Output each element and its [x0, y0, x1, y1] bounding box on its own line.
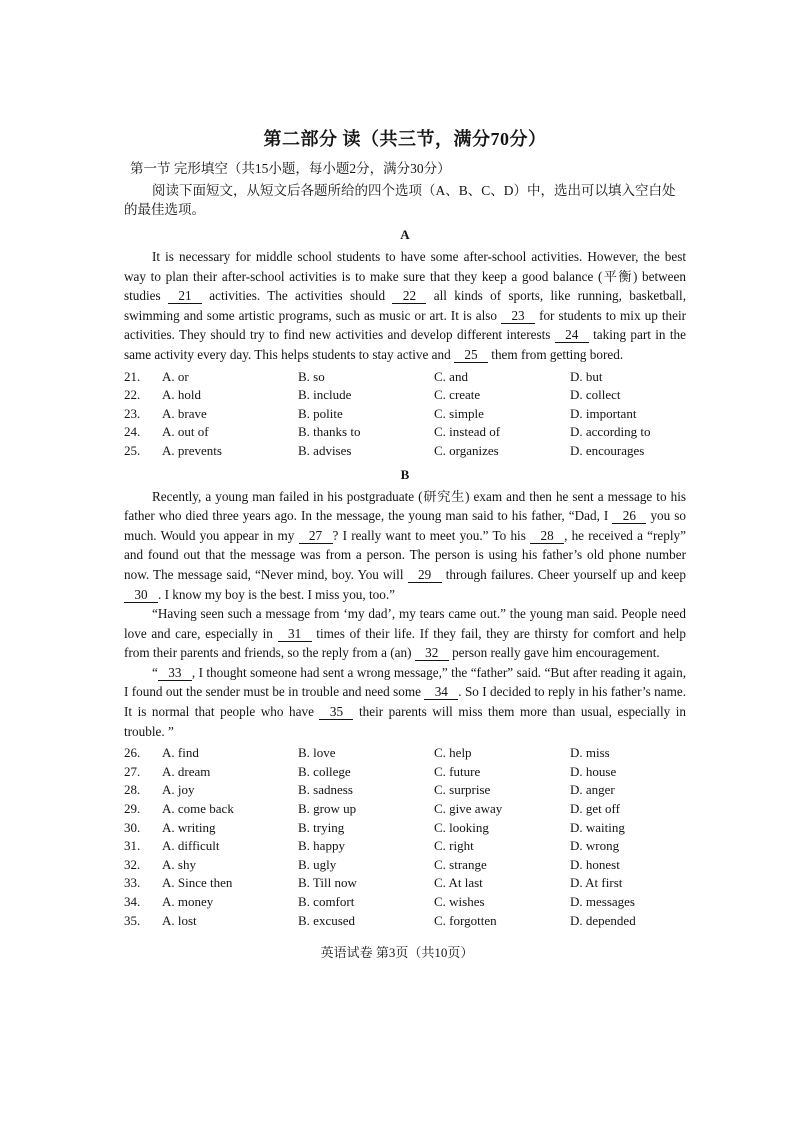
option-b: B. so [298, 368, 325, 384]
text-segment: , he received a “reply” and found out that the message was from a person. The person is using his father’s old phone number now. The message said, “Never mind, boy. You will [124, 527, 686, 582]
passages [124, 227, 686, 930]
option-d: D. according to [570, 424, 651, 440]
option-a: A. money [162, 894, 214, 909]
text-segment: Recently, a young man failed in his postgraduate (研究生) exam and then he sent a message to his father who died three years ago. In the message, the young man said to his father, “Dad, I [124, 488, 686, 524]
text-segment: “ [152, 664, 158, 680]
option-a: A. difficult [162, 838, 220, 854]
option-d: D. important [570, 405, 637, 421]
text-segment: , I thought someone had sent a wrong message,” the “father” said. “But after reading it again, I found out the sender must be in trouble and need some [124, 664, 686, 700]
option-d: D. messages [570, 894, 635, 909]
options-list [124, 744, 686, 930]
passage-paragraph [124, 247, 686, 365]
question-number: 25. [124, 442, 141, 458]
section-heading: 第一节 完形填空（共15小题，每小题2分，满分30分） [130, 161, 451, 176]
part-title: 第二部分 读（共三节，满分70分） [263, 129, 547, 149]
text-segment: all kinds of sports, like running, basketball, swimming and some artistic programs, such as music or art. It is also [124, 288, 686, 323]
text-segment: ? I really want to meet you.” To his [332, 527, 531, 543]
option-d: D. anger [570, 782, 615, 798]
blank-23: 23 [501, 308, 535, 324]
blank-26: 26 [612, 508, 646, 524]
option-b: B. excused [298, 912, 356, 928]
option-b: B. sadness [298, 782, 353, 798]
option-a: A. come back [162, 801, 234, 817]
option-row [124, 423, 686, 442]
blank-27: 27 [299, 528, 333, 544]
question-number: 26. [124, 745, 141, 761]
option-row [124, 800, 686, 819]
option-b: B. love [298, 745, 336, 761]
option-c: C. looking [434, 819, 489, 835]
question-number: 31. [124, 838, 141, 854]
page-content [124, 125, 686, 936]
question-number: 30. [124, 819, 141, 835]
option-row [124, 744, 686, 763]
question-number: 27. [124, 763, 141, 779]
options-list [124, 368, 686, 461]
option-d: D. collect [570, 387, 621, 403]
option-row [124, 763, 686, 782]
question-number: 23. [124, 405, 141, 421]
option-d: D. honest [570, 856, 620, 872]
text-segment: . I know my boy is the best. I miss you, too.” [158, 586, 395, 602]
option-row [124, 874, 686, 893]
passage-paragraph [124, 604, 686, 663]
option-row [124, 386, 686, 405]
blank-29: 29 [408, 567, 442, 583]
passage-a [124, 227, 686, 461]
option-b: B. include [298, 387, 352, 403]
option-row [124, 856, 686, 875]
option-c: C. forgotten [434, 912, 497, 928]
page-footer: 英语试卷 第3页（共10页） [320, 945, 474, 960]
text-segment: person really gave him encouragement. [448, 645, 660, 661]
blank-32: 32 [415, 645, 449, 661]
blank-24: 24 [555, 327, 589, 343]
option-b: B. comfort [298, 894, 355, 909]
blank-30: 30 [124, 587, 158, 603]
option-row [124, 893, 686, 912]
text-segment: “Having seen such a message from ‘my dad’, my tears came out.” the young man said. People need love and care, especially in [124, 606, 686, 641]
option-c: C. surprise [434, 782, 491, 798]
blank-35: 35 [319, 704, 353, 720]
passage-paragraph [124, 487, 686, 605]
text-segment: you so much. Would you appear in my [124, 508, 687, 543]
blank-33: 33 [158, 665, 192, 681]
option-c: C. simple [434, 405, 484, 421]
option-c: C. right [434, 838, 474, 854]
option-b: B. trying [298, 819, 345, 835]
option-c: C. and [434, 368, 468, 384]
option-c: C. At last [434, 875, 483, 891]
passage-label: B [400, 466, 410, 482]
passage-paragraph [124, 663, 686, 741]
option-a: A. writing [162, 819, 216, 835]
blank-25: 25 [454, 347, 488, 363]
question-number: 22. [124, 387, 141, 403]
option-a: A. hold [162, 387, 201, 403]
option-d: D. house [570, 763, 617, 779]
option-a: A. out of [162, 424, 209, 440]
blank-31: 31 [278, 626, 312, 642]
option-c: C. wishes [434, 894, 485, 909]
question-number: 35. [124, 912, 141, 928]
option-d: D. miss [570, 745, 610, 761]
text-segment: . So I decided to reply in his father’s name. It is normal that people who have [124, 684, 687, 720]
option-c: C. give away [434, 801, 503, 817]
text-segment: times of their life. If they fail, they are thirsty for comfort and help from their parents and friends, so the reply from a (an) [124, 625, 686, 661]
option-c: C. create [434, 387, 481, 403]
option-a: A. brave [162, 405, 207, 421]
blank-21: 21 [168, 288, 202, 304]
option-b: B. grow up [298, 801, 357, 817]
option-c: C. instead of [434, 424, 501, 440]
option-row [124, 442, 686, 461]
option-row [124, 912, 686, 931]
option-row [124, 819, 686, 838]
option-d: D. waiting [570, 819, 625, 835]
option-c: C. help [434, 745, 472, 761]
option-row [124, 837, 686, 856]
option-d: D. depended [570, 912, 636, 928]
instructions: 阅读下面短文，从短文后各题所给的四个选项（A、B、C、D）中，选出可以填入空白处的最佳选项。 [124, 183, 676, 217]
option-b: B. Till now [298, 875, 357, 891]
option-c: C. organizes [434, 442, 499, 458]
question-number: 34. [124, 894, 141, 909]
option-a: A. Since then [162, 875, 233, 891]
option-b: B. thanks to [298, 424, 361, 440]
option-a: A. prevents [162, 442, 222, 458]
option-row [124, 781, 686, 800]
blank-28: 28 [530, 528, 564, 544]
option-b: B. polite [298, 405, 343, 421]
question-number: 21. [124, 368, 141, 384]
option-d: D. but [570, 368, 603, 384]
question-number: 29. [124, 801, 141, 817]
option-row [124, 368, 686, 387]
text-segment: their parents will miss them more than usual, especially in trouble. ” [124, 704, 686, 739]
option-c: C. future [434, 763, 481, 779]
option-d: D. encourages [570, 442, 645, 458]
passage-b [124, 467, 686, 931]
option-row [124, 405, 686, 424]
option-d: D. get off [570, 801, 620, 817]
text-segment: taking part in the same activity every day. This helps students to stay active and [124, 327, 686, 362]
option-b: B. ugly [298, 856, 337, 872]
option-a: A. joy [162, 782, 195, 798]
option-a: A. or [162, 368, 189, 384]
option-a: A. find [162, 745, 199, 761]
option-d: D. wrong [570, 838, 620, 854]
option-c: C. strange [434, 856, 487, 872]
text-segment: through failures. Cheer yourself up and keep [441, 566, 686, 582]
blank-22: 22 [392, 288, 426, 304]
option-a: A. dream [162, 763, 211, 779]
option-b: B. advises [298, 442, 352, 458]
question-number: 28. [124, 782, 141, 798]
option-d: D. At first [570, 875, 623, 891]
option-a: A. lost [162, 912, 197, 928]
option-b: B. happy [298, 838, 345, 854]
text-segment: It is necessary for middle school students to have some after-school activities. However, the best way to plan their after-school activities is to make sure that they keep a good balance (平衡) between studies [124, 249, 686, 304]
option-a: A. shy [162, 856, 196, 872]
passage-label: A [400, 227, 410, 242]
question-number: 33. [124, 875, 141, 891]
question-number: 32. [124, 856, 141, 872]
text-segment: for students to mix up their activities. They should try to find new activities and develop different interests [124, 307, 687, 343]
text-segment: activities. The activities should [201, 288, 393, 304]
question-number: 24. [124, 424, 141, 440]
blank-34: 34 [424, 684, 458, 700]
option-b: B. college [298, 763, 351, 779]
text-segment: them from getting bored. [487, 346, 624, 362]
